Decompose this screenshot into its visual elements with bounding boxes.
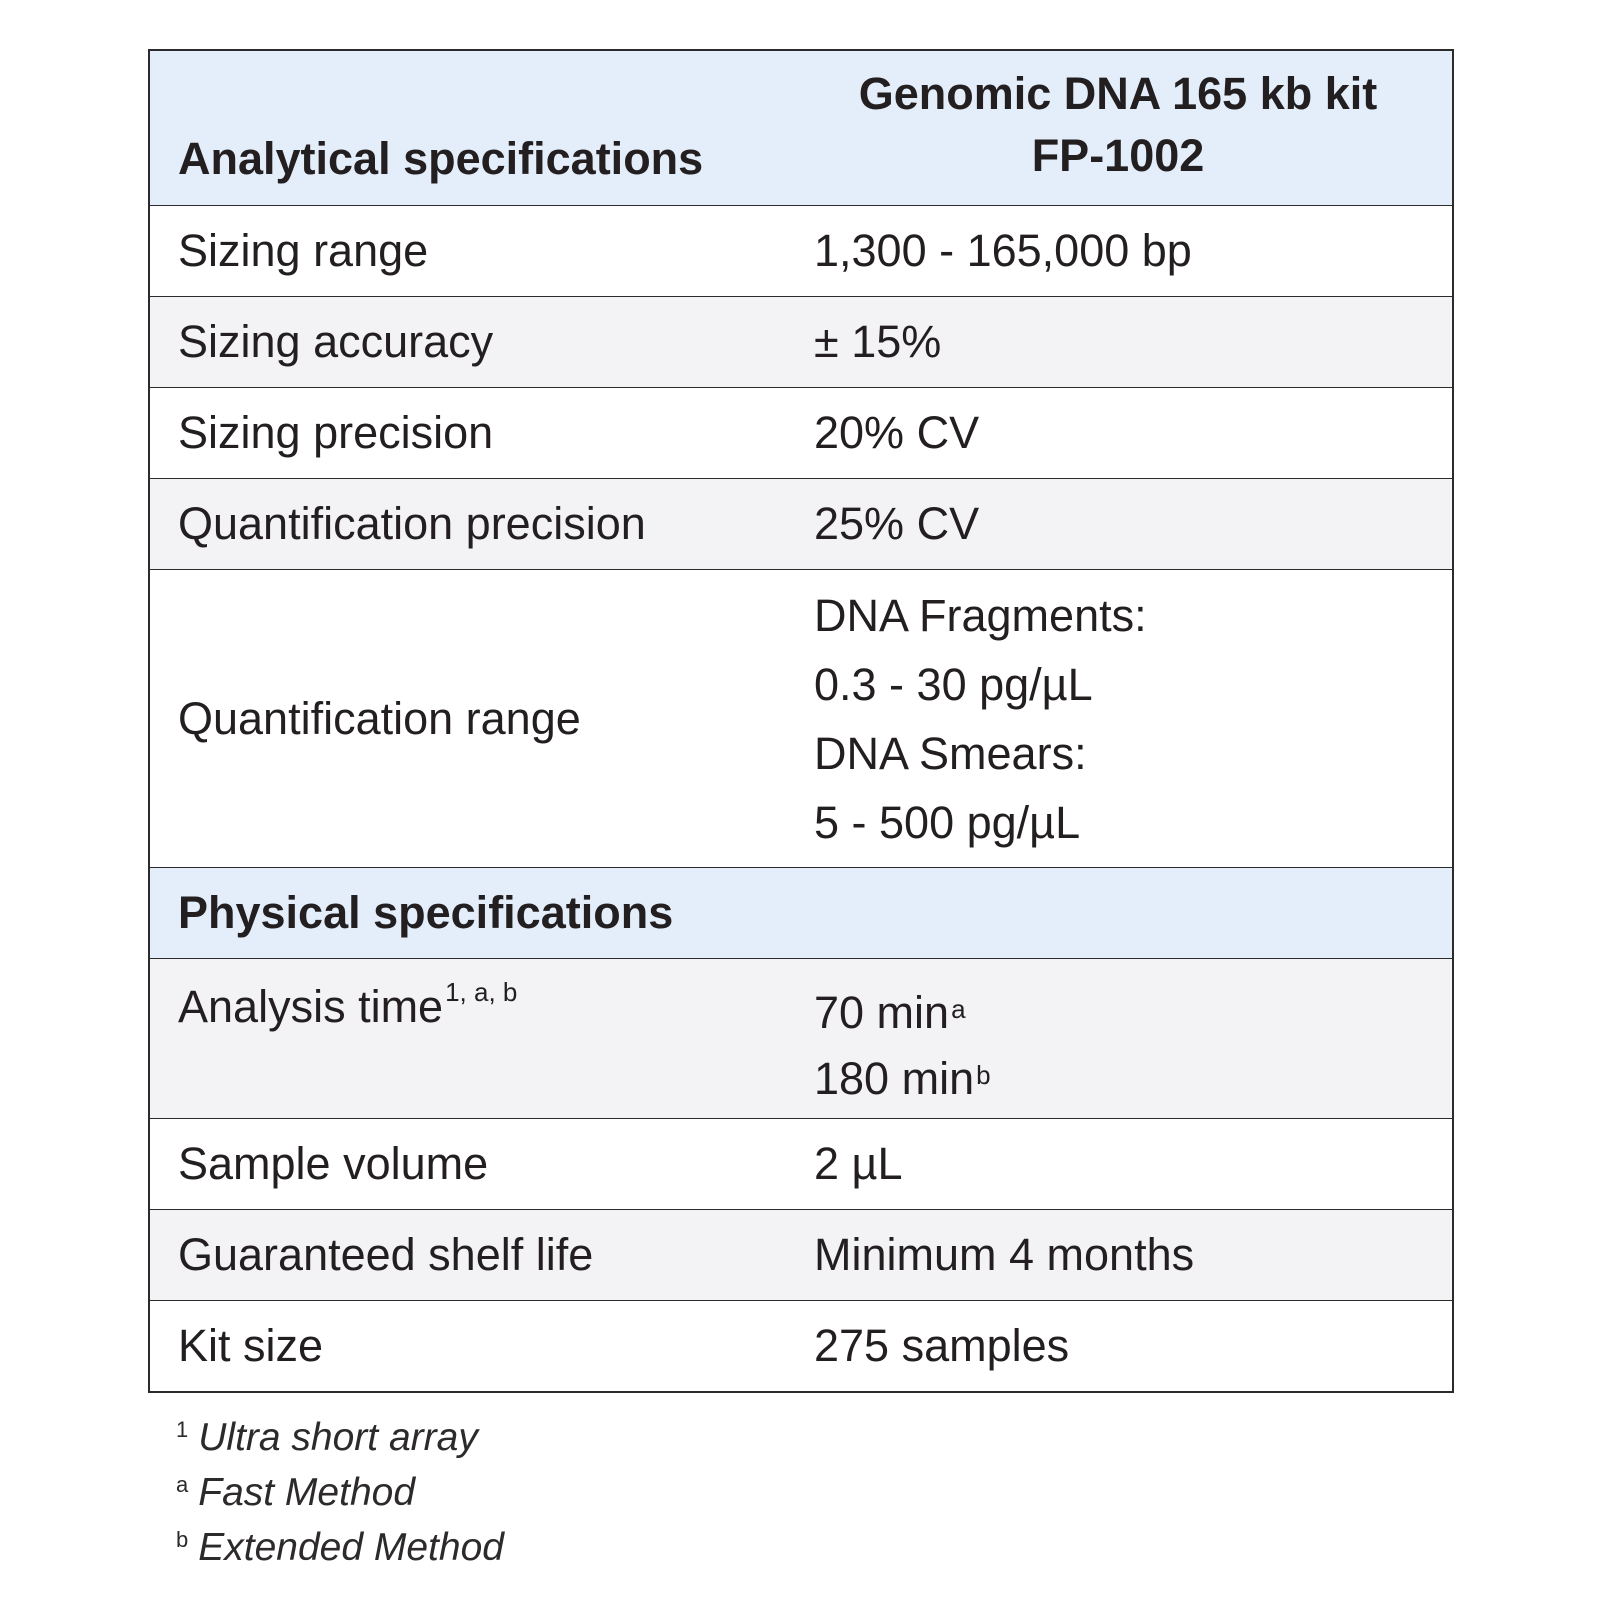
value-line: 180 $\min^b$	[814, 1053, 991, 1104]
row-label: Sample volume	[178, 1138, 489, 1189]
table-row	[150, 1118, 1452, 1209]
row-value: 2 µL	[814, 1138, 903, 1189]
analytical-specifications-heading: Analytical specifications	[178, 133, 704, 184]
value-line: DNA Smears:	[814, 727, 1087, 779]
physical-specifications-heading: Physical specifications	[178, 887, 674, 938]
row-value: Minimum 4 months	[814, 1229, 1195, 1280]
footnote-marker: b	[976, 1060, 991, 1090]
kit-name: Genomic DNA 165 kb kit	[858, 68, 1378, 119]
kit-code: FP-1002	[1031, 130, 1205, 181]
analysis-time-label: Analysis time	[178, 981, 444, 1032]
footnotes	[176, 1410, 504, 1575]
row-value: 25% CV	[814, 498, 980, 549]
row-value	[814, 581, 1452, 857]
table-row	[150, 387, 1452, 478]
footnote-mark: a	[176, 1472, 189, 1497]
row-value: 1,300 - 165,000 bp	[814, 225, 1192, 276]
physical-specifications-row	[150, 867, 1452, 958]
value-line: DNA Fragments:	[814, 589, 1147, 641]
row-value	[814, 959, 1452, 1113]
row-label	[150, 959, 814, 1033]
spec-table	[148, 49, 1454, 1393]
row-label: Sizing range	[178, 225, 429, 276]
footnote-marker: 1, a, b	[445, 977, 518, 1007]
table-row	[150, 1209, 1452, 1300]
table-header-row	[150, 51, 1452, 205]
kit-name-heading	[814, 63, 1452, 205]
row-label: Quantification precision	[178, 498, 646, 549]
row-value: 275 samples	[814, 1320, 1070, 1371]
footnote: $^a$ Fast Method	[176, 1471, 416, 1514]
analysis-time-row	[150, 958, 1452, 1118]
table-row	[150, 1300, 1452, 1391]
footnote-mark: b	[176, 1527, 189, 1552]
row-value: ± 15%	[814, 316, 942, 367]
value-line: 5 - 500 pg/µL	[814, 796, 1081, 848]
row-value: 20% CV	[814, 407, 980, 458]
row-label: Kit size	[178, 1320, 324, 1371]
table-row	[150, 296, 1452, 387]
footnote-mark: 1	[176, 1417, 189, 1442]
row-label: Guaranteed shelf life	[178, 1229, 594, 1280]
value-line: 70 $\min^a$	[814, 987, 966, 1038]
row-label: Quantification range	[178, 692, 581, 744]
footnote-marker: a	[951, 994, 966, 1024]
table-row	[150, 478, 1452, 569]
value-line: 0.3 - 30 pg/µL	[814, 658, 1093, 710]
quantification-range-row	[150, 569, 1452, 867]
footnote: $^b$ Extended Method	[176, 1526, 504, 1569]
row-label: Sizing precision	[178, 407, 494, 458]
row-label: Sizing accuracy	[178, 316, 494, 367]
footnote: $^1$ Ultra short array	[176, 1416, 478, 1459]
table-row	[150, 205, 1452, 296]
